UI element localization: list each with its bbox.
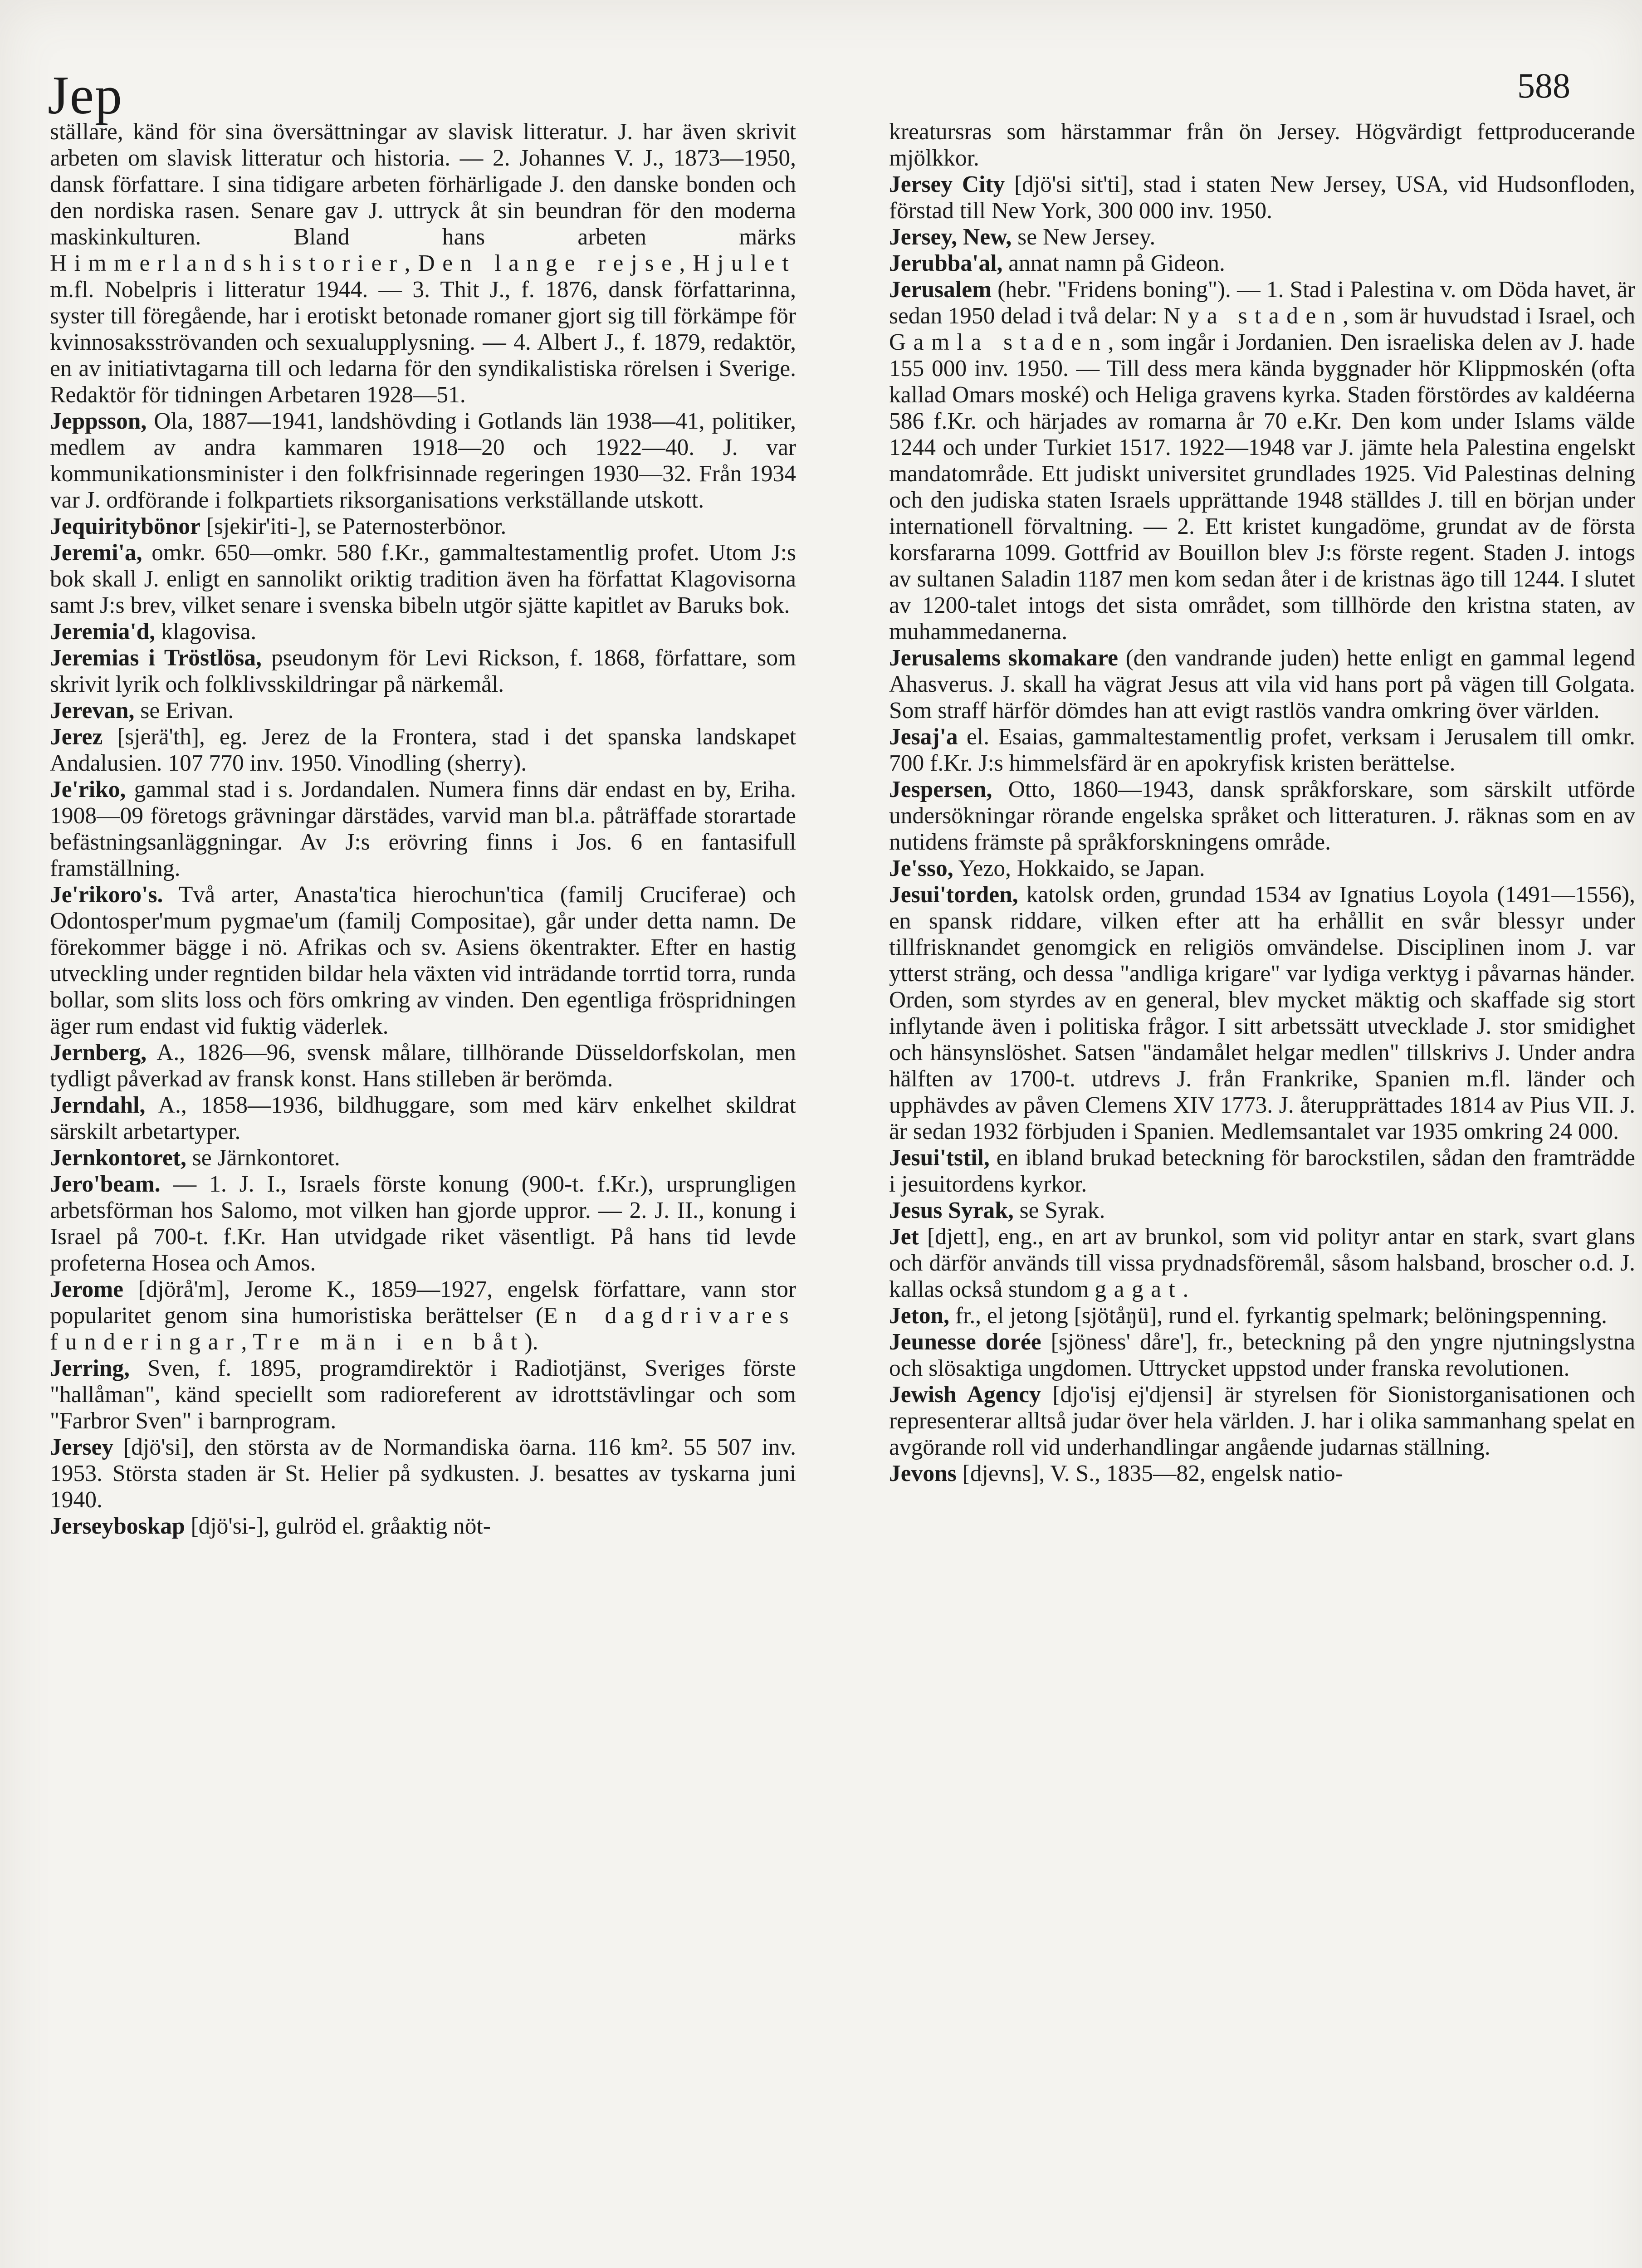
spaced-title: Nya staden <box>1163 303 1343 329</box>
entry-text: [djett], eng., en art av brunkol, som vid polityr antar en stark, svart glans och därför används till vissa prydnadsföremål, såsom halsband, broscher o.d. J. kallas också stundom <box>889 1224 1635 1302</box>
dictionary-entry <box>50 408 796 513</box>
entry-text: omkr. 650—omkr. 580 f.Kr., gammaltestamentlig profet. Utom J:s bok skall J. enligt en sannolikt oriktig tradition även ha författat Klagovisorna samt J:s brev, vilket senare i svenska bibeln utgör sjätte kapitlet av Baruks bok. <box>50 540 796 618</box>
dictionary-entry <box>889 1224 1635 1303</box>
dictionary-entry <box>50 513 796 540</box>
entry-text: Ola, 1887—1941, landshövding i Gotlands län 1938—41, politiker, medlem av andra kammaren 1918—20 och 1922—40. J. var kommunikationsminister i den folkfrisinnade regeringen 1930—32. Från 1934 var J. ordförande i folkpartiets riksorganisations verkställande utskott. <box>50 408 796 513</box>
entry-headword: Jerome <box>50 1276 124 1302</box>
spaced-title: En dagdrivares funderingar <box>50 1303 796 1355</box>
entry-text: Yezo, Hokkaido, se Japan. <box>953 855 1205 881</box>
entry-headword: Jerring, <box>50 1355 130 1381</box>
spaced-title: Hjulet <box>693 250 797 276</box>
dictionary-entry <box>889 119 1635 171</box>
dictionary-entry <box>889 250 1635 277</box>
dictionary-entry <box>50 119 796 408</box>
dictionary-entry <box>50 724 796 777</box>
entry-text: ställare, känd för sina översättningar av slavisk litteratur. J. har även skrivit arbeten om slavisk litteratur och historia. — 2. Johannes V. J., 1873—1950, dansk författare. I sina tidigare arbeten förhärligade J. den danske bonden och den nordiska rasen. Senare gav J. uttryck åt sin beundran för den moderna maskinkulturen. Bland hans arbeten märks <box>50 119 796 250</box>
dictionary-entry <box>50 1276 796 1355</box>
dictionary-entry <box>889 1303 1635 1329</box>
entry-text: , <box>679 250 693 276</box>
entry-headword: Jerubba'al, <box>889 250 1003 276</box>
dictionary-entry <box>50 882 796 1040</box>
entry-headword: Jeremi'a, <box>50 540 142 566</box>
entry-headword: Jespersen, <box>889 777 992 802</box>
entry-headword: Jersey, New, <box>889 224 1012 250</box>
dictionary-entry <box>50 1434 796 1513</box>
dictionary-entry <box>889 1145 1635 1198</box>
dictionary-entry <box>889 777 1635 855</box>
entry-headword: Jesui'tstil, <box>889 1145 990 1171</box>
entry-text: el. Esaias, gammaltestamentlig profet, verksam i Jerusalem till omkr. 700 f.Kr. J:s himmelsfärd är en apokryfisk kristen berättelse. <box>889 724 1635 776</box>
right-column <box>889 119 1635 2268</box>
entry-headword: Jerevan, <box>50 698 135 723</box>
dictionary-entry <box>889 1198 1635 1224</box>
entry-headword: Jeremias i Tröstlösa, <box>50 645 262 671</box>
entry-text: en ibland brukad beteckning för barockstilen, sådan den framträdde i jesuitordens kyrkor. <box>889 1145 1635 1197</box>
dictionary-entry <box>889 1461 1635 1487</box>
entry-text: , som är huvudstad i Israel, och <box>1343 303 1635 329</box>
entry-headword: Je'sso, <box>889 855 953 881</box>
entry-text: se New Jersey. <box>1012 224 1156 250</box>
entry-text: [djo'isj ej'djensi] är styrelsen för Sionistorganisationen och representerar alltså judar över hela världen. J. har i olika sammanhang spelat en avgörande roll vid underhandlingar angående judarnas ställning. <box>889 1382 1635 1460</box>
left-column <box>50 119 796 2268</box>
entry-text: [djö'si], den största av de Normandiska öarna. 116 km². 55 507 inv. 1953. Största staden är St. Helier på sydkusten. J. besattes av tyskarna juni 1940. <box>50 1434 796 1513</box>
entry-text: ). <box>524 1329 538 1355</box>
entry-headword: Jerusalems skomakare <box>889 645 1118 671</box>
entry-headword: Jersey <box>50 1434 114 1460</box>
entry-headword: Jet <box>889 1224 919 1250</box>
entry-headword: Jesus Syrak, <box>889 1198 1014 1223</box>
entry-text: , <box>404 250 418 276</box>
entry-headword: Je'riko, <box>50 777 126 802</box>
dictionary-entry <box>50 698 796 724</box>
entry-text: se Järnkontoret. <box>186 1145 340 1171</box>
entry-headword: Jesui'torden, <box>889 882 1018 908</box>
entry-text: A., 1826—96, svensk målare, tillhörande Düsseldorfskolan, men tydligt påverkad av fransk konst. Hans stilleben är berömda. <box>50 1040 796 1092</box>
entry-headword: Jeremia'd, <box>50 619 156 645</box>
dictionary-entry <box>50 1040 796 1092</box>
entry-headword: Jewish Agency <box>889 1382 1041 1408</box>
entry-headword: Jequiritybönor <box>50 513 200 539</box>
entry-text: , <box>241 1329 253 1355</box>
dictionary-entry <box>50 777 796 882</box>
entry-text: gammal stad i s. Jordandalen. Numera finns där endast en by, Eriha. 1908—09 företogs grävningar därstädes, varvid man bl.a. påträffade storartade befästningsanläggningar. Av J:s erövring finns i Jos. 6 en fantasifull framställning. <box>50 777 796 881</box>
entry-headword: Jeppsson, <box>50 408 147 434</box>
entry-headword: Jeton, <box>889 1303 950 1329</box>
entry-headword: Jerseyboskap <box>50 1513 185 1539</box>
entry-headword: Jerez <box>50 724 103 750</box>
entry-text: Otto, 1860—1943, dansk språkforskare, som särskilt utförde undersökningar rörande engelska språket och litteraturen. J. räknas som en av nutidens främste på språkforskningens område. <box>889 777 1635 855</box>
entry-headword: Jernkontoret, <box>50 1145 186 1171</box>
entry-headword: Jeunesse dorée <box>889 1329 1041 1355</box>
dictionary-entry <box>889 1329 1635 1382</box>
entry-headword: Je'rikoro's. <box>50 882 163 908</box>
dictionary-entry <box>889 171 1635 224</box>
entry-text: Sven, f. 1895, programdirektör i Radiotjänst, Sveriges förste "hallåman", känd speciellt som radioreferent av idrottstävlingar och som "Farbror Sven" i barnprogram. <box>50 1355 796 1434</box>
entry-text: katolsk orden, grundad 1534 av Ignatius Loyola (1491—1556), en spansk riddare, vilken efter att ha erhållit en svår blessyr under tillfrisknandet genomgick en religiös omvändelse. Disciplinen inom J. var ytterst sträng, och dessa "andliga krigare" var lydiga verktyg i påvarnas händer. Orden, som styrdes av en general, blev mycket mäktig och skaffade sig stort inflytande även i politiska frågor. I sitt arbetssätt utvecklade J. stor smidighet och hänsynslöshet. Satsen "ändamålet helgar medlen" tillskrivs J. Under andra hälften av 1700-t. utdrevs J. från Frankrike, Spanien m.fl. länder och upphävdes av påven Clemens XIV 1773. J. återupprättades 1814 av Pius VII. J. är sedan 1932 förbjuden i Spanien. Medlemsantalet var 1935 omkring 24 000. <box>889 882 1635 1144</box>
entry-text: [sjerä'th], eg. Jerez de la Frontera, stad i det spanska landskapet Andalusien. 107 770 inv. 1950. Vinodling (sherry). <box>50 724 796 776</box>
entry-headword: Jesaj'a <box>889 724 958 750</box>
entry-text: , som ingår i Jordanien. Den israeliska delen av J. hade 155 000 inv. 1950. — Till dess mera kända byggnader hör Klippmoskén (ofta kallad Omars moské) och Heliga gravens kyrka. Staden förstördes av kaldéerna 586 f.Kr. och härjades av romarna år 70 e.Kr. Den kom under Islams välde 1244 och under Turkiet 1517. 1922—1948 var J. jämte hela Palestina engelskt mandatområde. Ett judiskt universitet grundlades 1925. Vid Palestinas delning och den judiska staten Israels upprättande 1948 ställdes J. till en början under internationell förvaltning. — 2. Ett kristet kungadöme, grundat av de första korsfararna 1099. Gottfrid av Bouillon blev J:s förste regent. Staden J. intogs av sultanen Saladin 1187 men kom sedan åter i de kristnas ägo till 1244. I slutet av 1200-talet intogs det sista området, som tillhörde den kristna staten, av muhammedanerna. <box>889 329 1635 645</box>
entry-text: annat namn på Gideon. <box>1002 250 1225 276</box>
running-headword: Jep <box>48 65 123 125</box>
entry-text: . <box>1183 1276 1189 1302</box>
entry-text: se Syrak. <box>1013 1198 1105 1223</box>
dictionary-entry <box>50 540 796 619</box>
entry-text: Två arter, Anasta'tica hierochun'tica (familj Cruciferae) och Odontosper'mum pygmae'um (familj Compositae), går under detta namn. De förekommer bägge i nö. Afrikas och sv. Asiens ökentrakter. Efter en hastig utveckling under regntiden bildar hela växten vid inträdande torrtid torra, runda bollar, som slits loss och förs omkring av vinden. Den egentliga fröspridningen äger rum endast vid fuktig väderlek. <box>50 882 796 1039</box>
dictionary-entry <box>889 645 1635 724</box>
entry-text: — 1. J. I., Israels förste konung (900-t. f.Kr.), ursprungligen arbetsförman hos Salomo, mot vilken han gjorde uppror. — 2. J. II., konung i Israel på 700-t. f.Kr. Han utvidgade riket väsentligt. På hans tid levde profeterna Hosea och Amos. <box>50 1171 796 1276</box>
spaced-title: Tre män i en båt <box>253 1329 525 1355</box>
entry-text: [djö'si sit'ti], stad i staten New Jersey, USA, vid Hudsonfloden, förstad till New York, 300 000 inv. 1950. <box>889 171 1635 224</box>
entry-text: [djörå'm], Jerome K., 1859—1927, engelsk författare, vann stor popularitet genom sina humoristiska berättelser ( <box>50 1276 796 1329</box>
dictionary-entry <box>889 724 1635 777</box>
entry-text: (hebr. "Fridens boning"). — 1. Stad i Palestina v. om Döda havet, är sedan 1950 delad i två delar: <box>889 277 1635 329</box>
dictionary-entry <box>889 224 1635 250</box>
entry-text: fr., el jetong [sjötåŋü], rund el. fyrkantig spelmark; belöningspenning. <box>949 1303 1608 1329</box>
entry-text: A., 1858—1936, bildhuggare, som med kärv enkelhet skildrat särskilt arbetartyper. <box>50 1092 796 1144</box>
spaced-title: Himmerlandshistorier <box>50 250 405 276</box>
spaced-title: Gamla staden <box>889 329 1108 355</box>
dictionary-entry <box>50 1355 796 1434</box>
dictionary-entry <box>50 1513 796 1540</box>
dictionary-entry <box>50 645 796 698</box>
dictionary-entry <box>889 1382 1635 1461</box>
dictionary-entry <box>889 855 1635 882</box>
dictionary-entry <box>50 1092 796 1145</box>
entry-text: pseudonym för Levi Rickson, f. 1868, författare, som skrivit lyrik och folklivsskildringar på närkemål. <box>50 645 797 697</box>
entry-headword: Jerndahl, <box>50 1092 146 1118</box>
entry-text: (den vandrande juden) hette enligt en gammal legend Ahasverus. J. skall ha vägrat Jesus att vila vid hans port på vägen till Golgata. Som straff härför dömdes han att evigt rastlös vandra omkring över världen. <box>889 645 1635 723</box>
dictionary-entry <box>50 1145 796 1171</box>
spaced-title: gagat <box>1095 1276 1183 1302</box>
entry-headword: Jero'beam. <box>50 1171 161 1197</box>
entry-text: [djö'si-], gulröd el. gråaktig nöt- <box>185 1513 491 1539</box>
entry-text: [sjöness' dåre'], fr., beteckning på den yngre njutningslystna och slösaktiga ungdomen. Uttrycket uppstod under franska revolutionen. <box>889 1329 1635 1381</box>
entry-headword: Jerusalem <box>889 277 992 303</box>
dictionary-entry <box>889 277 1635 645</box>
entry-text: [sjekir'iti-], se Paternosterbönor. <box>200 513 507 539</box>
entry-text: klagovisa. <box>155 619 257 645</box>
entry-text: kreatursras som härstammar från ön Jersey. Högvärdigt fettproducerande mjölkkor. <box>889 119 1635 171</box>
entry-headword: Jernberg, <box>50 1040 147 1066</box>
dictionary-entry <box>50 1171 796 1276</box>
entry-text: [djevns], V. S., 1835—82, engelsk natio- <box>956 1461 1343 1486</box>
spaced-title: Den lange rejse <box>418 250 679 276</box>
page-number: 588 <box>1517 66 1570 105</box>
dictionary-entry <box>889 882 1635 1145</box>
entry-text: se Erivan. <box>134 698 234 723</box>
entry-headword: Jevons <box>889 1461 957 1486</box>
entry-headword: Jersey City <box>889 171 1005 197</box>
dictionary-entry <box>50 619 796 645</box>
entry-text: m.fl. Nobelpris i litteratur 1944. — 3. Thit J., f. 1876, dansk författarinna, syster till föregående, har i erotiskt betonade romaner gjort sig till förkämpe för kvinnosaksströvanden och sexualupplysning. — 4. Albert J., f. 1879, redaktör, en av initiativtagarna till och ledarna för den syndikalistiska rörelsen i Sverige. Redaktör för tidningen Arbetaren 1928—51. <box>50 277 796 408</box>
